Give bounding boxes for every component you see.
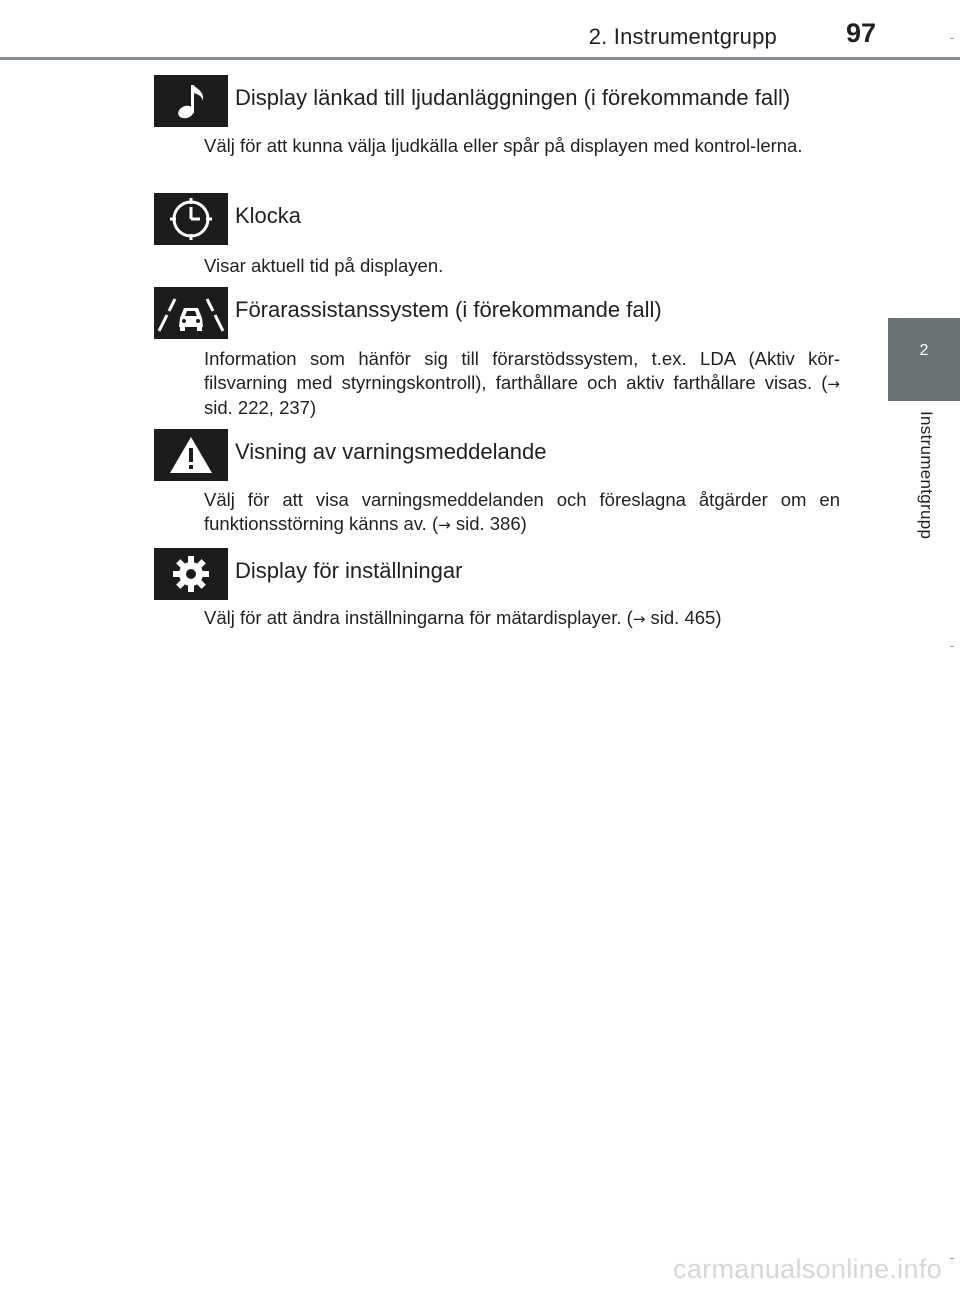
section-text: Välj för att kunna välja ljudkälla eller spår på displayen med kontrol-lerna.: [204, 135, 803, 156]
driver-assist-car-icon: [154, 287, 228, 339]
arrow-icon: →: [632, 610, 646, 628]
text-fragment: Välj för att visa varningsmeddelanden och föreslagna åtgärder om en funktionsstörning känns av. (: [204, 489, 840, 534]
chapter-header-title: 2. Instrumentgrupp: [588, 24, 777, 49]
watermark[interactable]: carmanualsonline.info: [673, 1254, 942, 1284]
arrow-icon: →: [438, 516, 451, 534]
gear-icon: [154, 548, 228, 600]
chapter-side-tab[interactable]: [888, 318, 960, 401]
clock-icon: [154, 193, 228, 245]
page-reference-link[interactable]: sid. 386): [450, 513, 527, 534]
page-reference-link[interactable]: sid. 222, 237): [204, 397, 317, 418]
page-reference-link[interactable]: sid. 465): [645, 607, 722, 628]
section-heading: Klocka: [235, 203, 302, 228]
section-text: [204, 488, 840, 537]
text-fragment: Information som hänför sig till förarstödssystem, t.ex. LDA (Aktiv kör-filsvarning med styrningskontroll), farthållare och aktiv farthållare visas. (: [204, 348, 840, 393]
music-note-icon: [154, 75, 228, 127]
section-heading: Visning av varningsmeddelande: [235, 439, 547, 464]
edge-mark: [950, 38, 954, 39]
edge-mark: [950, 1258, 954, 1259]
page-number: 97: [845, 18, 876, 48]
section-heading: Display för inställningar: [235, 558, 463, 583]
chapter-tab-number: 2: [919, 342, 929, 359]
chapter-side-label: Instrumentgrupp: [917, 411, 936, 540]
section-text: [204, 606, 840, 631]
edge-mark: [950, 646, 954, 647]
section-heading: Förarassistanssystem (i förekommande fall): [235, 297, 662, 322]
arrow-icon: →: [827, 375, 840, 393]
text-fragment: Välj för att ändra inställningarna för mätardisplayer. (: [204, 607, 633, 628]
header-rule: [0, 57, 960, 60]
warning-icon: [154, 429, 228, 481]
section-heading: Display länkad till ljudanläggningen (i förekommande fall): [235, 85, 791, 110]
section-text: [204, 347, 840, 420]
section-text: Visar aktuell tid på displayen.: [204, 255, 444, 276]
